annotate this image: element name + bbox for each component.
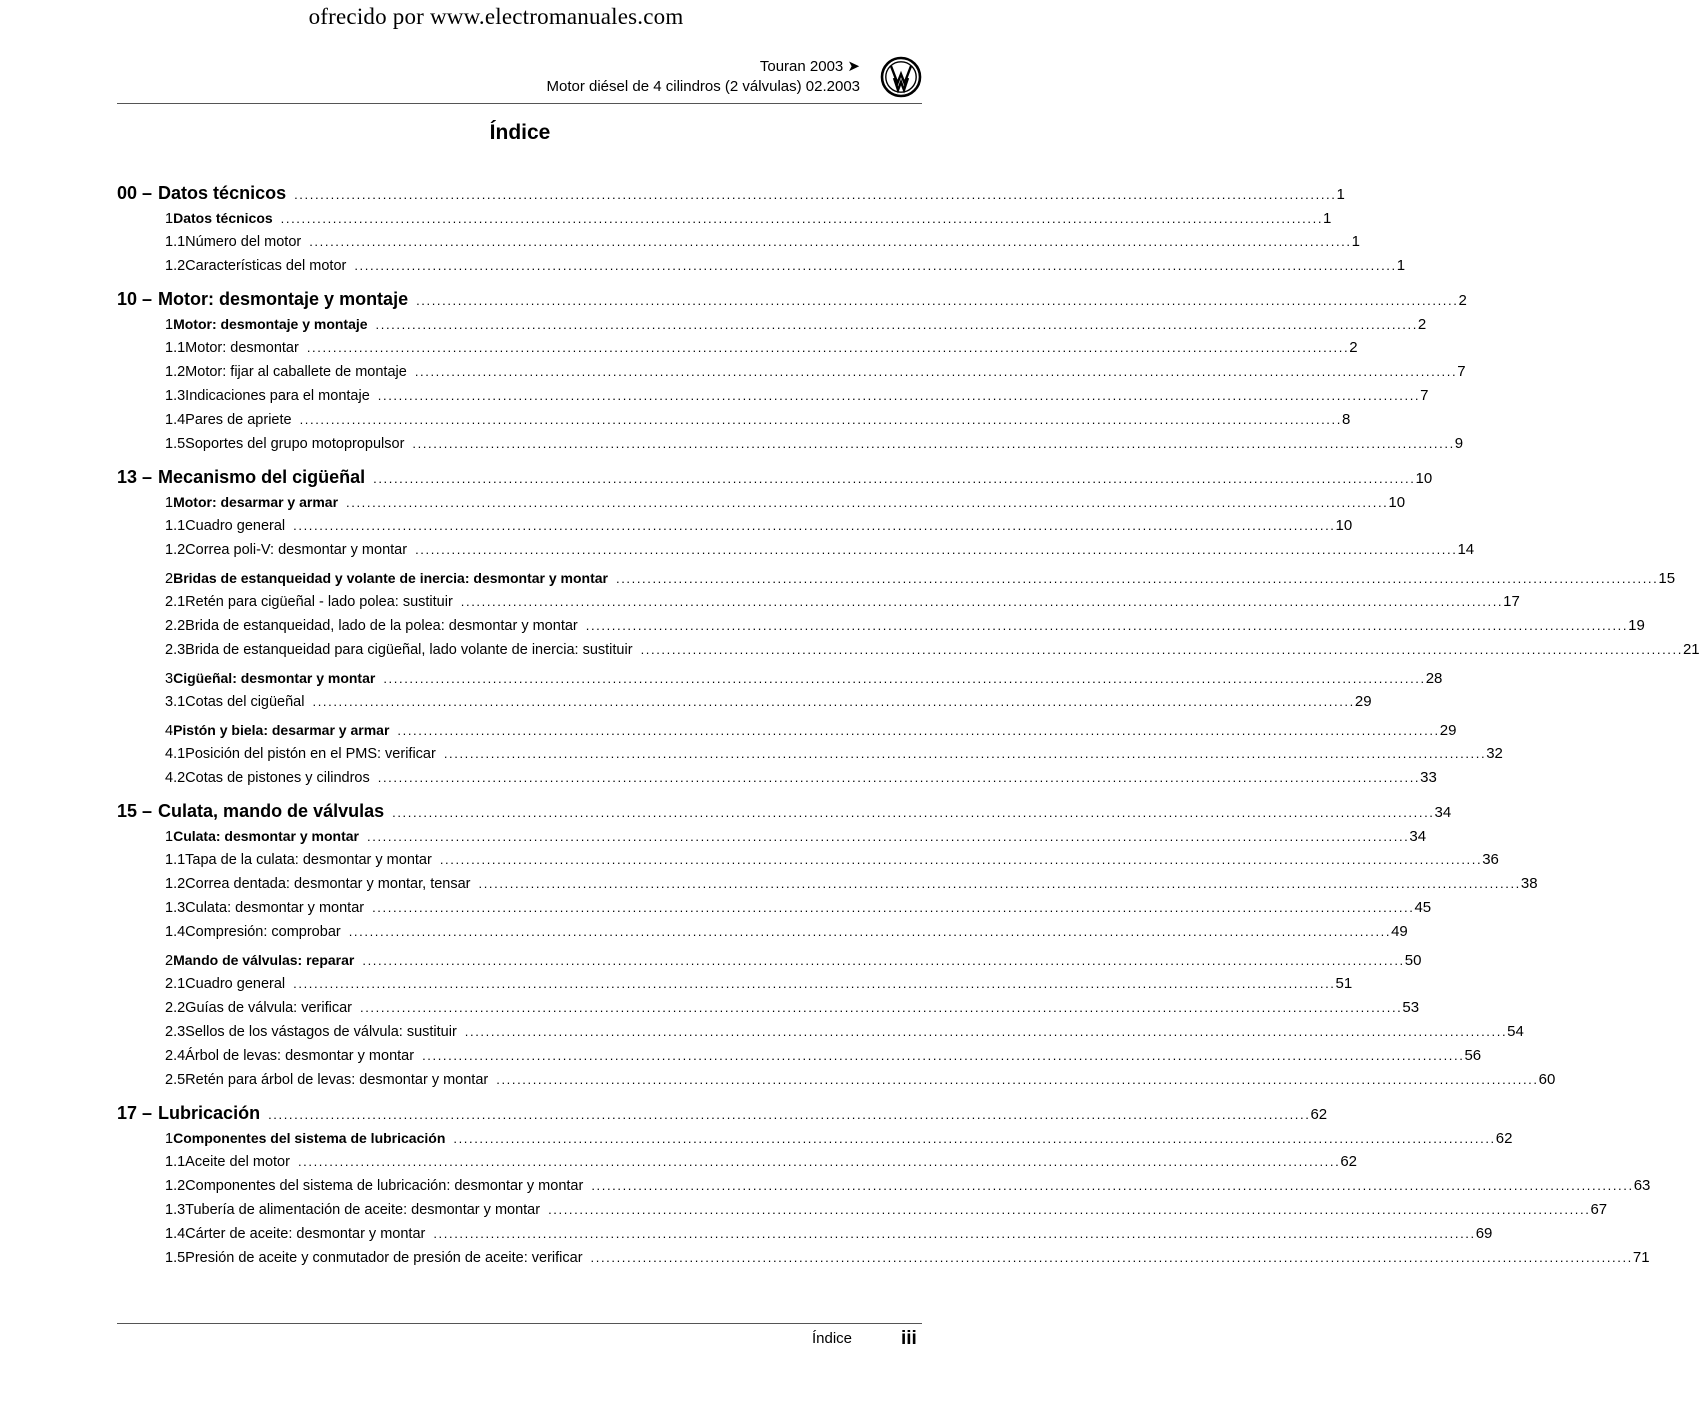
vw-logo-icon <box>880 56 922 98</box>
toc-chapter-row[interactable] <box>117 1100 1328 1126</box>
toc-dot-leader: ........................................................................................................................................................................................................ <box>309 234 1352 249</box>
toc-dot-leader: ........................................................................................................................................................................................................ <box>312 694 1355 709</box>
toc-page-number: 21 <box>1682 641 1700 658</box>
toc-entry-number: 1 <box>165 495 174 511</box>
toc-page-number: 8 <box>1341 411 1351 428</box>
toc-subsection-row[interactable] <box>117 1198 1608 1222</box>
toc-dot-leader: ........................................................................................................................................................................................................ <box>372 900 1415 915</box>
toc-page-number: 1 <box>1396 257 1406 274</box>
toc-page-number: 54 <box>1507 1023 1524 1040</box>
toc-entry-title: Cigüeñal: desmontar y montar <box>173 670 376 686</box>
toc-dot-leader: ........................................................................................................................................................................................................ <box>640 642 1683 657</box>
toc-page-number: 62 <box>1495 1130 1513 1147</box>
toc-subsection-row[interactable] <box>117 896 1432 920</box>
toc-page-number: 9 <box>1454 435 1464 452</box>
toc-subsection-row[interactable] <box>117 1174 1651 1198</box>
toc-entry-title: Datos técnicos <box>173 210 273 226</box>
toc-entry-number: 1.1 <box>165 340 186 356</box>
toc-entry-title: Pistón y biela: desarmar y armar <box>173 722 390 738</box>
toc-entry-title: Datos técnicos <box>158 183 287 203</box>
toc-subsection-row[interactable] <box>117 230 1360 254</box>
toc-subsection-row[interactable] <box>117 996 1420 1020</box>
toc-entry-number: 3 <box>165 671 174 687</box>
toc-entry-title: Tubería de alimentación de aceite: desmontar y montar <box>185 1202 541 1218</box>
header-model: Touran 2003 ➤ <box>759 58 860 75</box>
toc-subsection-row[interactable] <box>117 690 1372 714</box>
toc-dot-leader: ........................................................................................................................................................................................................ <box>397 723 1440 738</box>
toc-entry-title: Sellos de los vástagos de válvula: sustituir <box>185 1024 457 1040</box>
toc-entry-number: 1.2 <box>165 364 186 380</box>
toc-page-number: 51 <box>1335 975 1353 992</box>
toc-dot-leader: ........................................................................................................................................................................................................ <box>377 770 1421 785</box>
toc-entry-title: Mecanismo del cigüeñal <box>158 467 366 487</box>
toc-chapter-row[interactable] <box>117 286 1467 312</box>
toc-subsection-row[interactable] <box>117 590 1520 614</box>
toc-entry-number: 1.3 <box>165 388 186 404</box>
toc-dot-leader: ........................................................................................................................................................................................................ <box>348 924 1392 939</box>
toc-subsection-row[interactable] <box>117 360 1466 384</box>
toc-page-number: 34 <box>1409 828 1427 845</box>
toc-page-number: 7 <box>1420 387 1429 404</box>
toc-page-number: 29 <box>1439 722 1457 739</box>
toc-entry-title: Compresión: comprobar <box>185 924 341 940</box>
toc-dot-leader: ........................................................................................................................................................................................................ <box>439 852 1483 867</box>
toc-entry-number: 1.5 <box>165 436 186 452</box>
toc-chapter-row[interactable] <box>117 464 1433 490</box>
toc-chapter-row[interactable] <box>117 798 1452 824</box>
toc-dot-leader: ........................................................................................................................................................................................................ <box>443 746 1487 761</box>
toc-page-number: 50 <box>1404 952 1422 969</box>
toc-dot-leader: ........................................................................................................................................................................................................ <box>548 1202 1591 1217</box>
toc-section-row[interactable] <box>117 948 1422 972</box>
watermark-text: ofrecido por www.electromanuales.com <box>308 4 684 29</box>
toc-section-row[interactable] <box>117 312 1427 336</box>
toc-entry-number: 2.3 <box>165 642 186 658</box>
toc-page-number: 10 <box>1335 517 1353 534</box>
toc-section-row[interactable] <box>117 206 1332 230</box>
toc-page-number: 2 <box>1349 339 1358 356</box>
toc-entry-number: 1.1 <box>165 234 186 250</box>
toc-subsection-row[interactable] <box>117 336 1358 360</box>
toc-dot-leader: ........................................................................................................................................................................................................ <box>346 495 1389 510</box>
toc-subsection-row[interactable] <box>117 254 1406 278</box>
toc-entry-title: Motor: desmontar <box>185 340 299 356</box>
toc-entry-number: 00 – <box>117 183 153 203</box>
toc-page-number: 62 <box>1310 1106 1328 1123</box>
toc-entry-title: Posición del pistón en el PMS: verificar <box>185 746 436 762</box>
toc-page-number: 71 <box>1632 1249 1650 1266</box>
toc-subsection-row[interactable] <box>117 384 1429 408</box>
page-title: Índice <box>489 121 551 144</box>
toc-entry-number: 1.2 <box>165 542 186 558</box>
toc-dot-leader: ........................................................................................................................................................................................................ <box>362 953 1405 968</box>
toc-entry-number: 1 <box>165 211 174 227</box>
toc-dot-leader: ........................................................................................................................................................................................................ <box>453 1131 1496 1146</box>
toc-entry-title: Motor: fijar al caballete de montaje <box>185 364 407 380</box>
toc-entry-number: 15 – <box>117 801 153 821</box>
toc-dot-leader: ........................................................................................................................................................................................................ <box>373 471 1416 486</box>
toc-entry-number: 2.2 <box>165 618 186 634</box>
toc-entry-number: 1.1 <box>165 518 186 534</box>
toc-entry-title: Cuadro general <box>185 976 286 992</box>
toc-entry-title: Culata: desmontar y montar <box>185 900 365 916</box>
toc-dot-leader: ........................................................................................................................................................................................................ <box>416 293 1459 308</box>
footer-label: Índice <box>812 1330 853 1347</box>
toc-entry-number: 2 <box>165 571 174 587</box>
toc-page-number: 56 <box>1464 1047 1482 1064</box>
header-engine: Motor diésel de 4 cilindros (2 válvulas) 02.2003 <box>546 78 860 95</box>
toc-entry-number: 1.3 <box>165 900 186 916</box>
toc-entry-title: Tapa de la culata: desmontar y montar <box>185 852 432 868</box>
toc-entry-title: Motor: desmontaje y montaje <box>173 316 368 332</box>
toc-entry-number: 3.1 <box>165 694 186 710</box>
toc-entry-number: 13 – <box>117 467 153 487</box>
toc-page-number: 10 <box>1388 494 1406 511</box>
toc-subsection-row[interactable] <box>117 972 1353 996</box>
toc-entry-title: Motor: desarmar y armar <box>173 494 339 510</box>
toc-entry-number: 1.1 <box>165 1154 186 1170</box>
toc-dot-leader: ........................................................................................................................................................................................................ <box>433 1226 1476 1241</box>
toc-page-number: 33 <box>1420 769 1437 786</box>
toc-entry-title: Retén para árbol de levas: desmontar y montar <box>185 1072 489 1088</box>
toc-dot-leader: ........................................................................................................................................................................................................ <box>422 1048 1465 1063</box>
toc-entry-number: 1.2 <box>165 1178 186 1194</box>
toc-subsection-row[interactable] <box>117 920 1408 944</box>
toc-dot-leader: ........................................................................................................................................................................................................ <box>293 976 1336 991</box>
toc-dot-leader: ........................................................................................................................................................................................................ <box>375 317 1418 332</box>
toc-entry-number: 1.4 <box>165 924 186 940</box>
toc-entry-title: Cotas de pistones y cilindros <box>185 770 370 786</box>
toc-entry-title: Presión de aceite y conmutador de presión de aceite: verificar <box>185 1250 583 1266</box>
toc-subsection-row[interactable] <box>117 1246 1650 1270</box>
toc-section-row[interactable] <box>117 718 1457 742</box>
toc-subsection-row[interactable] <box>117 614 1645 638</box>
toc-entry-number: 4.1 <box>165 746 186 762</box>
toc-page-number: 67 <box>1590 1201 1608 1218</box>
toc-dot-leader: ........................................................................................................................................................................................................ <box>293 518 1336 533</box>
toc-page-number: 10 <box>1415 470 1433 487</box>
toc-entry-title: Árbol de levas: desmontar y montar <box>185 1048 415 1064</box>
toc-entry-title: Culata, mando de válvulas <box>158 801 385 821</box>
toc-section-row[interactable] <box>117 490 1406 514</box>
toc-dot-leader: ........................................................................................................................................................................................................ <box>414 364 1458 379</box>
toc-dot-leader: ........................................................................................................................................................................................................ <box>360 1000 1403 1015</box>
toc-page-number: 49 <box>1391 923 1408 940</box>
toc-entry-number: 1 <box>165 317 174 333</box>
toc-page-number: 1 <box>1351 233 1360 250</box>
document-header <box>547 57 861 97</box>
toc-entry-title: Número del motor <box>185 234 302 250</box>
toc-dot-leader: ........................................................................................................................................................................................................ <box>268 1107 1311 1122</box>
header-divider <box>117 103 922 104</box>
toc-entry-number: 1 <box>165 829 174 845</box>
toc-subsection-row[interactable] <box>117 1020 1524 1044</box>
toc-page-number: 1 <box>1323 210 1332 227</box>
toc-dot-leader: ........................................................................................................................................................................................................ <box>585 618 1629 633</box>
toc-subsection-row[interactable] <box>117 538 1475 562</box>
toc-entry-title: Brida de estanqueidad para cigüeñal, lado volante de inercia: sustituir <box>185 642 633 658</box>
toc-page-number: 14 <box>1457 541 1475 558</box>
toc-subsection-row[interactable] <box>117 1150 1358 1174</box>
toc-dot-leader: ........................................................................................................................................................................................................ <box>478 876 1521 891</box>
toc-page-number: 2 <box>1417 316 1427 333</box>
toc-entry-title: Cotas del cigüeñal <box>185 694 305 710</box>
toc-entry-title: Indicaciones para el montaje <box>185 388 370 404</box>
toc-entry-number: 2.1 <box>165 976 186 992</box>
toc-subsection-row[interactable] <box>117 742 1503 766</box>
toc-dot-leader: ........................................................................................................................................................................................................ <box>496 1072 1539 1087</box>
toc-entry-title: Componentes del sistema de lubricación <box>173 1130 446 1146</box>
toc-entry-number: 2.3 <box>165 1024 186 1040</box>
toc-page-number: 34 <box>1434 804 1452 821</box>
toc-entry-number: 4.2 <box>165 770 186 786</box>
toc-dot-leader: ........................................................................................................................................................................................................ <box>377 388 1421 403</box>
toc-entry-title: Pares de apriete <box>185 412 292 428</box>
toc-dot-leader: ........................................................................................................................................................................................................ <box>367 829 1410 844</box>
toc-dot-leader: ........................................................................................................................................................................................................ <box>294 187 1337 202</box>
toc-entry-number: 1.1 <box>165 852 186 868</box>
toc-entry-number: 2.4 <box>165 1048 186 1064</box>
toc-subsection-row[interactable] <box>117 1222 1493 1246</box>
toc-entry-title: Cuadro general <box>185 518 286 534</box>
toc-page-number: 32 <box>1486 745 1503 762</box>
toc-page-number: 60 <box>1538 1071 1556 1088</box>
toc-subsection-row[interactable] <box>117 1044 1482 1068</box>
toc-dot-leader: ........................................................................................................................................................................................................ <box>415 542 1458 557</box>
toc-page-number: 45 <box>1414 899 1432 916</box>
toc-entry-title: Retén para cigüeñal - lado polea: sustituir <box>185 594 453 610</box>
toc-dot-leader: ........................................................................................................................................................................................................ <box>297 1154 1341 1169</box>
toc-entry-title: Características del motor <box>185 258 347 274</box>
toc-chapter-row[interactable] <box>117 180 1345 206</box>
toc-page-number: 38 <box>1520 875 1538 892</box>
toc-page-number: 62 <box>1340 1153 1358 1170</box>
toc-entry-title: Lubricación <box>158 1103 261 1123</box>
toc-subsection-row[interactable] <box>117 766 1437 790</box>
toc-entry-number: 1.4 <box>165 412 186 428</box>
toc-subsection-row[interactable] <box>117 408 1351 432</box>
toc-entry-number: 1.2 <box>165 876 186 892</box>
toc-entry-title: Aceite del motor <box>185 1154 290 1170</box>
toc-dot-leader: ........................................................................................................................................................................................................ <box>464 1024 1508 1039</box>
toc-dot-leader: ........................................................................................................................................................................................................ <box>590 1250 1633 1265</box>
toc-subsection-row[interactable] <box>117 1068 1556 1092</box>
toc-entry-number: 2.5 <box>165 1072 186 1088</box>
toc-page-number: 15 <box>1658 570 1676 587</box>
table-of-contents <box>117 180 1700 1270</box>
toc-dot-leader: ........................................................................................................................................................................................................ <box>299 412 1342 427</box>
footer-page-number: iii <box>901 1328 917 1349</box>
toc-dot-leader: ........................................................................................................................................................................................................ <box>306 340 1350 355</box>
toc-dot-leader: ........................................................................................................................................................................................................ <box>615 571 1659 586</box>
toc-entry-number: 1.2 <box>165 258 186 274</box>
toc-entry-number: 1.4 <box>165 1226 186 1242</box>
toc-entry-title: Correa poli-V: desmontar y montar <box>185 542 408 558</box>
toc-entry-number: 2.1 <box>165 594 186 610</box>
toc-dot-leader: ........................................................................................................................................................................................................ <box>383 671 1426 686</box>
toc-entry-title: Motor: desmontaje y montaje <box>158 289 409 309</box>
toc-section-row[interactable] <box>117 666 1443 690</box>
toc-entry-number: 17 – <box>117 1103 153 1123</box>
toc-dot-leader: ........................................................................................................................................................................................................ <box>460 594 1504 609</box>
toc-entry-title: Correa dentada: desmontar y montar, tensar <box>185 876 471 892</box>
toc-page-number: 29 <box>1354 693 1372 710</box>
toc-page-number: 28 <box>1425 670 1443 687</box>
toc-entry-number: 1 <box>165 1131 174 1147</box>
toc-page-number: 53 <box>1402 999 1420 1016</box>
toc-page-number: 63 <box>1633 1177 1651 1194</box>
toc-entry-title: Culata: desmontar y montar <box>173 828 360 844</box>
footer-divider <box>117 1323 922 1324</box>
toc-section-row[interactable] <box>117 1126 1513 1150</box>
toc-entry-number: 1.3 <box>165 1202 186 1218</box>
toc-subsection-row[interactable] <box>117 638 1700 662</box>
toc-entry-number: 10 – <box>117 289 153 309</box>
toc-page-number: 36 <box>1482 851 1499 868</box>
toc-page-number: 69 <box>1475 1225 1493 1242</box>
toc-dot-leader: ........................................................................................................................................................................................................ <box>354 258 1397 273</box>
toc-entry-title: Cárter de aceite: desmontar y montar <box>185 1226 426 1242</box>
toc-entry-number: 2 <box>165 953 174 969</box>
toc-entry-title: Mando de válvulas: reparar <box>173 952 355 968</box>
toc-entry-title: Brida de estanqueidad, lado de la polea: desmontar y montar <box>185 618 578 634</box>
toc-entry-number: 2.2 <box>165 1000 186 1016</box>
toc-entry-title: Bridas de estanqueidad y volante de inercia: desmontar y montar <box>173 570 608 586</box>
toc-dot-leader: ........................................................................................................................................................................................................ <box>412 436 1455 451</box>
toc-entry-number: 1.5 <box>165 1250 186 1266</box>
toc-page-number: 19 <box>1628 617 1645 634</box>
toc-dot-leader: ........................................................................................................................................................................................................ <box>591 1178 1634 1193</box>
toc-section-row[interactable] <box>117 566 1676 590</box>
toc-entry-number: 4 <box>165 723 174 739</box>
toc-subsection-row[interactable] <box>117 432 1464 456</box>
toc-subsection-row[interactable] <box>117 514 1353 538</box>
toc-dot-leader: ........................................................................................................................................................................................................ <box>392 805 1435 820</box>
toc-dot-leader: ........................................................................................................................................................................................................ <box>280 211 1324 226</box>
toc-entry-title: Guías de válvula: verificar <box>185 1000 352 1016</box>
toc-page-number: 7 <box>1457 363 1466 380</box>
toc-entry-title: Componentes del sistema de lubricación: desmontar y montar <box>185 1178 584 1194</box>
toc-subsection-row[interactable] <box>117 848 1499 872</box>
toc-section-row[interactable] <box>117 824 1427 848</box>
toc-subsection-row[interactable] <box>117 872 1538 896</box>
toc-page-number: 1 <box>1336 186 1345 203</box>
toc-page-number: 2 <box>1458 292 1467 309</box>
toc-entry-title: Soportes del grupo motopropulsor <box>185 436 405 452</box>
toc-page-number: 17 <box>1503 593 1520 610</box>
